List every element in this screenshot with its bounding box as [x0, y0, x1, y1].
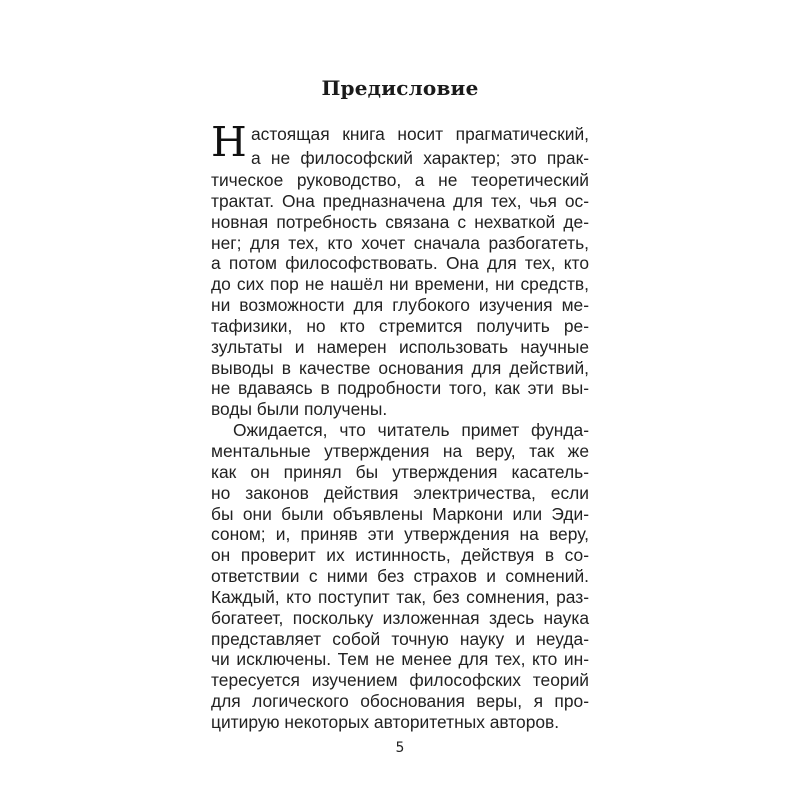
- text-line: астоящая книга носит прагматический,: [251, 124, 589, 144]
- text-line: ментальные утверждения на веру, так же: [211, 440, 589, 461]
- body-text: [211, 118, 589, 733]
- drop-cap: Н: [211, 118, 247, 166]
- text-line: нег; для тех, кто хочет сначала разбогатеть,: [211, 232, 589, 253]
- text-line: соном; и, приняв эти утверждения на веру,: [211, 524, 589, 545]
- text-line: Ожидается, что читатель примет фунда-: [233, 420, 589, 441]
- text-line: бы они были объявлены Маркони или Эди-: [211, 503, 589, 524]
- text-line: он проверит их истинность, действуя в со-: [211, 545, 589, 566]
- text-line: а не философский характер; это прак-: [251, 148, 589, 168]
- text-line: зультаты и намерен использовать научные: [211, 336, 589, 357]
- text-line: тересуется изучением философских теорий: [211, 670, 589, 691]
- page-title: Предисловие: [321, 76, 479, 100]
- text-line: представляет собой точную науку и неуда-: [211, 628, 589, 649]
- text-line: ответствии с ними без страхов и сомнений.: [211, 566, 589, 587]
- text-line: воды были получены.: [211, 399, 388, 420]
- text-line: цитирую некоторых авторитетных авторов.: [211, 711, 560, 732]
- text-line: тическое руководство, а не теоретический: [211, 170, 589, 190]
- page-number: 5: [395, 740, 405, 756]
- text-line: богатеет, поскольку изложенная здесь наука: [211, 607, 589, 628]
- text-line: а потом философствовать. Она для тех, кто: [211, 253, 589, 274]
- text-line: до сих пор не нашёл ни времени, ни средств,: [211, 274, 589, 295]
- text-line: для логического обоснования веры, я про-: [211, 691, 589, 712]
- text-line: выводы в качестве основания для действий,: [211, 357, 589, 378]
- text-line: как он принял бы утверждения касатель-: [211, 461, 589, 482]
- text-line: ни возможности для глубокого изучения ме-: [211, 295, 589, 316]
- text-line: чи исключены. Тем не менее для тех, кто ин-: [211, 649, 589, 670]
- text-line: не вдаваясь в подробности того, как эти вы-: [211, 378, 589, 399]
- text-line: Каждый, кто поступит так, без сомнения, раз-: [211, 586, 589, 607]
- text-line: новная потребность связана с нехваткой де-: [211, 211, 589, 232]
- text-line: но законов действия электричества, если: [211, 482, 589, 503]
- text-line: трактат. Она предназначена для тех, чья ос-: [211, 190, 589, 211]
- text-line: тафизики, но кто стремится получить ре-: [211, 315, 589, 336]
